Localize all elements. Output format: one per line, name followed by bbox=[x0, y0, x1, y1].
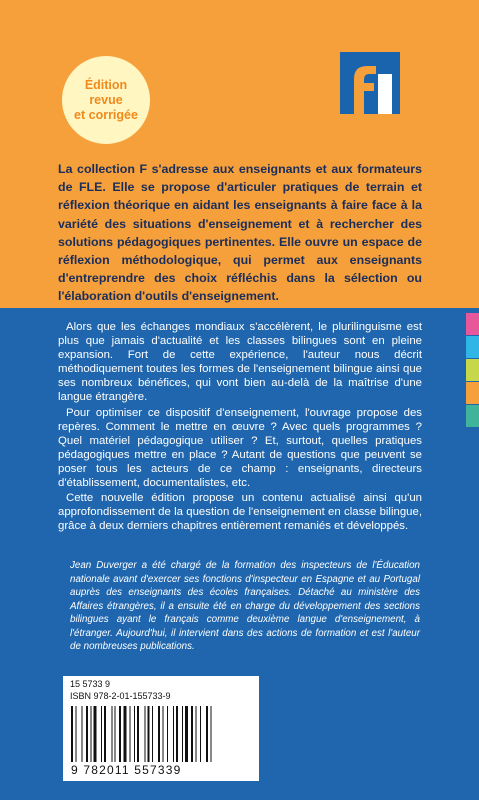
barcode-digits: 9 782011 557339 bbox=[71, 763, 182, 777]
isbn-label: ISBN 978-2-01-155733-9 bbox=[70, 691, 171, 701]
badge-line-1: Édition bbox=[84, 77, 128, 92]
stripe-pink bbox=[466, 313, 479, 335]
collection-intro: La collection F s'adresse aux enseignants et aux formateurs de FLE. Elle se propose d'articuler pratiques de terrain et réflexion théorique en aidant les enseignants à faire face à la variété des situations d'enseignement et à rechercher des solutions pédagogiques pertinentes. Elle ouvre un espace de réflexion méthodologique, qui permet aux enseignants d'entreprendre des choix réfléchis dans la sélection ou l'élaboration d'outils d'enseignement. bbox=[58, 162, 422, 304]
badge-line-3: et corrigée bbox=[74, 107, 138, 122]
author-bio: Jean Duverger a été chargé de la formation des inspecteurs de l'Éducation nationale avant d'exercer ses fonctions d'inspecteur en Espagne et au Portugal auprès des enseignants des écoles françaises. Détaché au ministère des Affaires étrangères, il a ensuite été en charge du développement des sections bilingues ayant le français comme deuxième langue d'enseignement, à l'étranger. Aujourd'hui, il intervient dans des actions de formation et est l'auteur de nombreuses publications. bbox=[70, 560, 420, 652]
stripe-cyan bbox=[466, 336, 479, 358]
color-stripes bbox=[466, 313, 479, 428]
f-logo-icon bbox=[340, 52, 400, 114]
edition-badge bbox=[62, 56, 150, 144]
summary-paragraph-1: Alors que les échanges mondiaux s'accélèrent, le plurilinguisme est plus que jamais d'actualité et les classes bilingues sont en pleine expansion. Fort de cette expérience, l'auteur nous décrit méthodiquement toutes les formes de l'enseignement bilingue ainsi que ses nombreux bénéfices, qui vont bien au-delà de la maîtrise d'une langue étrangère. bbox=[58, 321, 422, 404]
barcode-area bbox=[63, 676, 259, 781]
barcode-icon bbox=[71, 706, 251, 762]
summary-paragraph-2: Pour optimiser ce dispositif d'enseignement, l'ouvrage propose des repères. Comment le mettre en œuvre ? Avec quels programmes ? Quel matériel pédagogique utiliser ? Et, surtout, quelles pratiques pédagogiques mettre en place ? Autant de questions que peuvent se poser tous les acteurs de ce champ : enseignants, directeurs d'établissement, documentalistes, etc. bbox=[58, 406, 422, 490]
summary-paragraph-3: Cette nouvelle édition propose un contenu actualisé ainsi qu'un approfondissement de la question de l'enseignement en classe bilingue, grâce à deux derniers chapitres entièrement remaniés et développés. bbox=[58, 492, 422, 533]
stripe-orange bbox=[466, 382, 479, 404]
stripe-teal bbox=[466, 405, 479, 427]
collection-f-logo bbox=[340, 52, 400, 114]
product-code: 15 5733 9 bbox=[70, 679, 111, 689]
badge-line-2: revue bbox=[89, 92, 123, 107]
stripe-lime bbox=[466, 359, 479, 381]
book-summary bbox=[58, 320, 422, 534]
